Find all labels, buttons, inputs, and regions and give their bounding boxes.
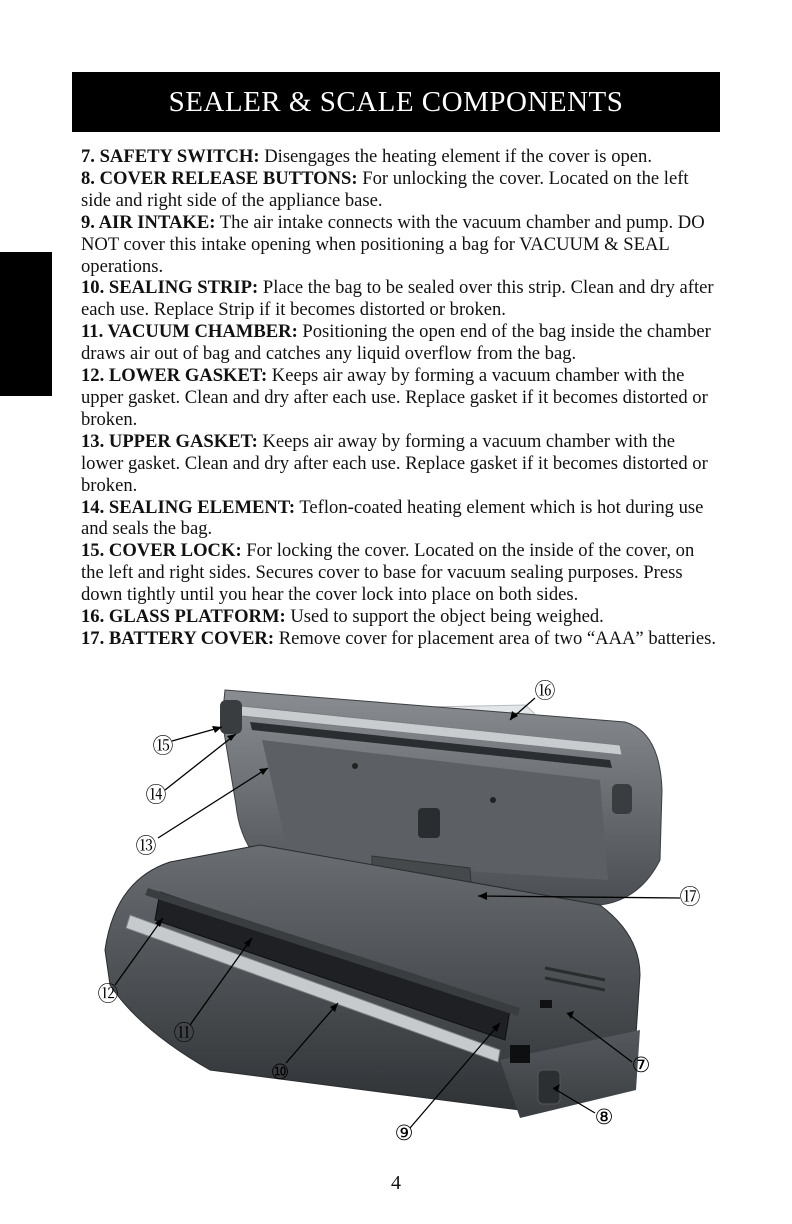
page-title bbox=[72, 72, 720, 132]
component-label: 13. UPPER GASKET: bbox=[81, 430, 258, 452]
callout-15: ⑮ bbox=[152, 734, 174, 758]
lid-screw bbox=[352, 763, 358, 769]
component-item bbox=[81, 321, 721, 365]
component-description: Positioning the open end of the bag inside the chamber draws air out of bag and catches any liquid overflow from the bag. bbox=[81, 321, 711, 365]
component-description: Remove cover for placement area of two “AAA” batteries. bbox=[274, 627, 716, 649]
component-description: Keeps air away by forming a vacuum chamber with the lower gasket. Clean and dry after each use. Replace gasket if it becomes distorted or broken. bbox=[81, 430, 708, 496]
callout-7: ⑦ bbox=[631, 1053, 651, 1077]
scale-latch bbox=[418, 808, 440, 838]
component-item bbox=[81, 497, 721, 541]
component-description: Place the bag to be sealed over this strip. Clean and dry after each use. Replace Strip if it becomes distorted or broken. bbox=[81, 277, 714, 321]
component-description: Used to support the object being weighed. bbox=[285, 606, 604, 628]
component-item bbox=[81, 365, 721, 431]
component-item bbox=[81, 628, 721, 650]
component-item bbox=[81, 168, 721, 212]
callout-13: ⑬ bbox=[135, 834, 157, 858]
air-intake bbox=[510, 1045, 530, 1063]
component-label: 12. LOWER GASKET: bbox=[81, 365, 268, 387]
component-item bbox=[81, 606, 721, 628]
component-description: For locking the cover. Located on the inside of the cover, on the left and right sides. Secures cover to base for vacuum sealing purposes. Press down tightly until you hear the cover lock into place on both sides. bbox=[81, 540, 695, 606]
component-label: 11. VACUUM CHAMBER: bbox=[81, 321, 298, 343]
component-label: 8. COVER RELEASE BUTTONS: bbox=[81, 167, 358, 189]
component-description: The air intake connects with the vacuum chamber and pump. DO NOT cover this intake opening when positioning a bag for VACUUM & SEAL operations. bbox=[81, 211, 705, 277]
callout-14: ⑭ bbox=[145, 783, 167, 807]
callout-17: ⑰ bbox=[679, 885, 701, 909]
component-item bbox=[81, 212, 721, 278]
callout-8: ⑧ bbox=[594, 1105, 614, 1129]
appliance-diagram bbox=[0, 660, 792, 1160]
component-description: Keeps air away by forming a vacuum chamber with the upper gasket. Clean and dry after each use. Replace gasket if it becomes distorted or broken. bbox=[81, 365, 708, 430]
component-label: 14. SEALING ELEMENT: bbox=[81, 496, 296, 518]
component-item bbox=[81, 146, 721, 168]
page-number: 4 bbox=[391, 1172, 401, 1194]
component-description: Disengages the heating element if the cover is open. bbox=[259, 146, 652, 167]
safety-switch bbox=[540, 1000, 552, 1008]
component-item bbox=[81, 431, 721, 497]
cover-lock bbox=[220, 700, 242, 734]
component-label: 9. AIR INTAKE: bbox=[81, 211, 216, 233]
cover-lock bbox=[612, 784, 632, 814]
callout-10: ⑩ bbox=[270, 1060, 290, 1084]
callout-12: ⑫ bbox=[97, 982, 119, 1006]
leader-line bbox=[165, 734, 236, 790]
callout-16: ⑯ bbox=[534, 679, 556, 703]
component-item bbox=[81, 277, 721, 321]
section-tab bbox=[0, 252, 52, 396]
components-list bbox=[81, 146, 721, 650]
component-description: Teflon-coated heating element which is hot during use and seals the bag. bbox=[81, 496, 704, 540]
component-label: 10. SEALING STRIP: bbox=[81, 277, 259, 299]
component-label: 16. GLASS PLATFORM: bbox=[81, 606, 286, 628]
page-title-text: SEALER & SCALE COMPONENTS bbox=[168, 85, 624, 118]
lid-screw bbox=[490, 797, 496, 803]
component-label: 17. BATTERY COVER: bbox=[81, 627, 275, 649]
callout-11: ⑪ bbox=[173, 1021, 195, 1045]
component-description: For unlocking the cover. Located on the left side and right side of the appliance base. bbox=[81, 167, 689, 211]
component-label: 7. SAFETY SWITCH: bbox=[81, 146, 260, 167]
component-item bbox=[81, 540, 721, 606]
component-label: 15. COVER LOCK: bbox=[81, 540, 242, 562]
callout-9: ⑨ bbox=[394, 1121, 414, 1145]
